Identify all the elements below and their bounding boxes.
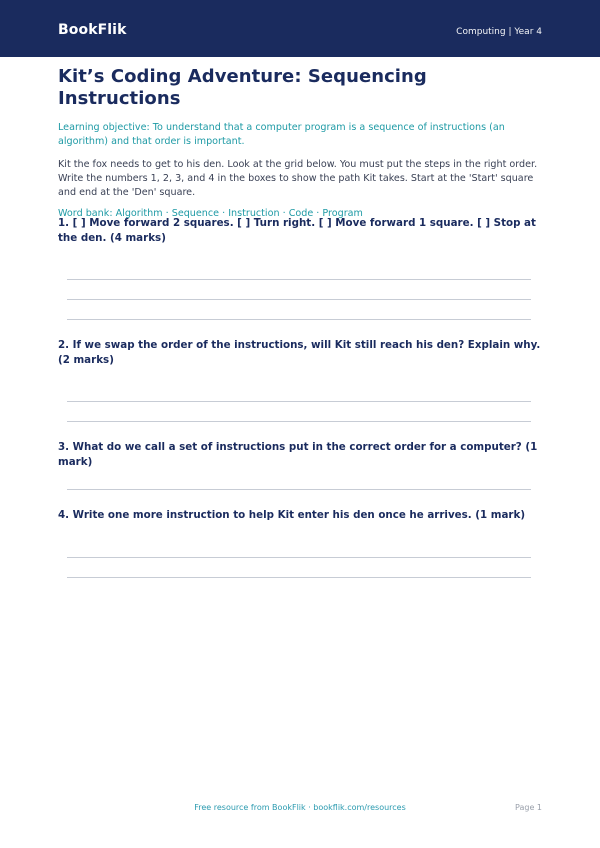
- question-4: 4. Write one more instruction to help Kit enter his den once he arrives. (1 mark): [58, 509, 526, 521]
- answer-line[interactable]: [67, 489, 531, 490]
- answer-line[interactable]: [67, 279, 531, 280]
- footer-credit: Free resource from BookFlik · bookflik.com/resources: [194, 803, 406, 812]
- subject-year-label: Computing | Year 4: [456, 27, 542, 37]
- question-3: 3. What do we call a set of instructions put in the correct order for a computer? (1 mark): [58, 441, 538, 468]
- instructions-text: Kit the fox needs to get to his den. Look at the grid below. You must put the steps in the right order. Write the numbers 1, 2, 3, and 4 in the boxes to show the path Kit takes. Start at the 'Start' square and end at the 'Den' square.: [58, 159, 538, 198]
- question-2: 2. If we swap the order of the instructions, will Kit still reach his den? Explain why. (2 marks): [58, 339, 541, 366]
- answer-line[interactable]: [67, 557, 531, 558]
- question-1: 1. [ ] Move forward 2 squares. [ ] Turn right. [ ] Move forward 1 square. [ ] Stop at the den. (4 marks): [58, 217, 536, 244]
- answer-line[interactable]: [67, 577, 531, 578]
- page-title: Kit’s Coding Adventure: Sequencing Instructions: [58, 66, 427, 109]
- learning-objective: Learning objective: To understand that a computer program is a sequence of instructions (an algorithm) and that order is important.: [58, 122, 505, 147]
- answer-line[interactable]: [67, 421, 531, 422]
- answer-line[interactable]: [67, 319, 531, 320]
- word-bank: Word bank: Algorithm · Sequence · Instruction · Code · Program: [58, 208, 363, 219]
- worksheet-intro: [58, 66, 542, 221]
- header-bar: [0, 0, 600, 57]
- page-number: Page 1: [515, 803, 542, 812]
- answer-line[interactable]: [67, 401, 531, 402]
- answer-line[interactable]: [67, 299, 531, 300]
- brand-logo: BookFlik: [58, 22, 127, 38]
